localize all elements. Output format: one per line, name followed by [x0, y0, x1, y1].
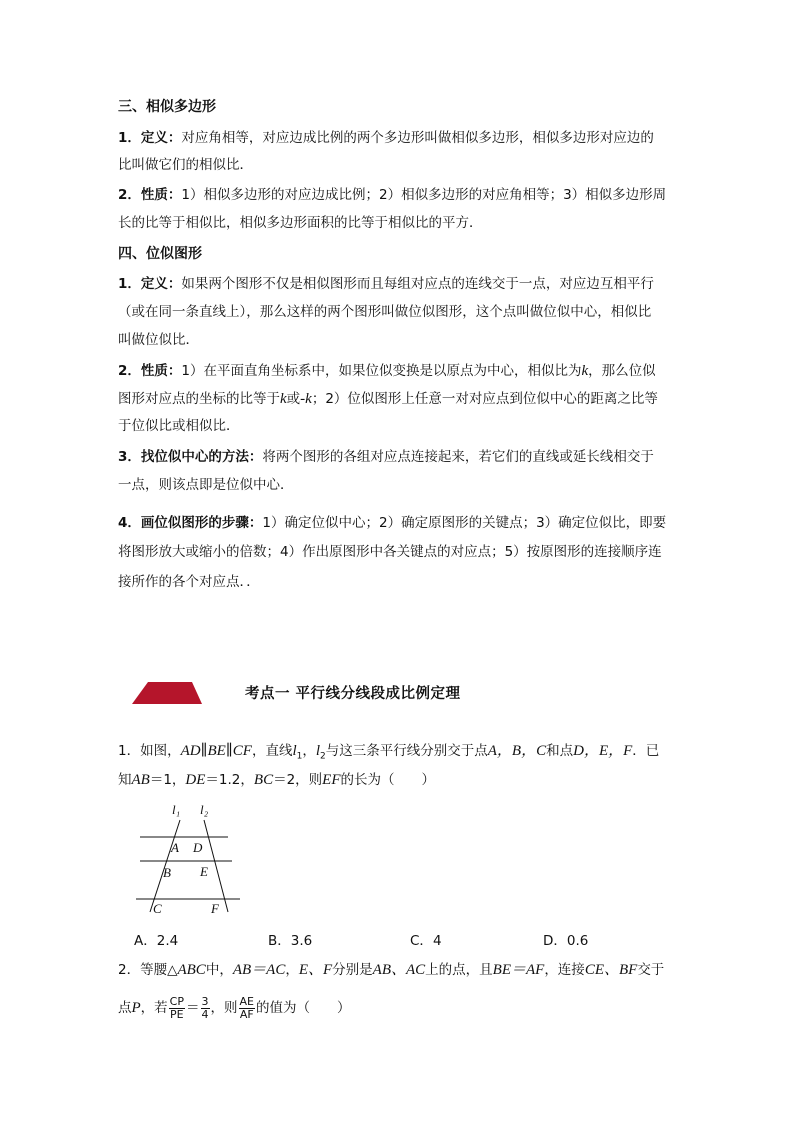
section4-definition-line3: 叫做位似比． — [118, 332, 199, 348]
q1-line1: 1．如图，AD∥BE∥CF，直线$l_1$，$l_2$与这三条平行线分别交于点A，B，C和点D，E，F．已 — [118, 743, 660, 762]
label-l1: l₁ — [172, 802, 181, 817]
q1-option-b: B．3.6 — [268, 933, 313, 949]
section4-draw-steps-line1: 4．画位似图形的步骤：1）确定位似中心；2）确定原图形的关键点；3）确定位似比，即要 — [118, 515, 667, 531]
q2-line2: 点P，若 $\frac{CP}{PE}$ ＝ $\frac{3}{4}$ ，则 $\frac{AE}{AF}$ 的值为（ ） — [118, 994, 351, 1021]
q1-figure — [130, 800, 250, 918]
fraction-cp-pe: $\frac{CP}{PE}$ — [169, 994, 184, 1021]
q1-option-c: C．4 — [410, 933, 442, 949]
fraction-ae-af: $\frac{AE}{AF}$ — [239, 994, 254, 1021]
section4-definition-line2: （或在同一条直线上），那么这样的两个图形叫做位似图形，这个点叫做位似中心，相似比 — [118, 304, 652, 320]
section3-property-line2: 长的比等于相似比，相似多边形面积的比等于相似比的平方． — [118, 215, 483, 231]
point-c: C — [153, 901, 162, 916]
section4-draw-steps-line2: 将图形放大或缩小的倍数；4）作出原图形中各关键点的对应点；5）按原图形的连接顺序连 — [118, 544, 662, 560]
point-b: B — [163, 865, 171, 880]
q1-option-a: A．2.4 — [134, 933, 179, 949]
section3-property-line1: 2．性质：1）相似多边形的对应边成比例；2）相似多边形的对应角相等；3）相似多边形周 — [118, 187, 667, 203]
section3-definition-line2: 比叫做它们的相似比． — [118, 157, 253, 173]
section4-draw-steps-line3: 接所作的各个对应点．． — [118, 574, 260, 590]
topic-banner — [132, 680, 692, 706]
section3-definition-line1: 1．定义：对应角相等，对应边成比例的两个多边形叫做相似多边形，相似多边形对应边的 — [118, 130, 654, 146]
topic-title: 考点一 平行线分线段成比例定理 — [245, 686, 461, 702]
fraction-3-4: $\frac{3}{4}$ — [201, 994, 209, 1021]
point-f: F — [211, 901, 219, 916]
section4-definition-line1: 1．定义：如果两个图形不仅是相似图形而且每组对应点的连线交于一点，对应边互相平行 — [118, 276, 654, 292]
point-d: D — [193, 840, 203, 855]
banner-parallelogram-icon — [132, 680, 207, 706]
q1-line2: 知AB＝1，DE＝1.2，BC＝2，则EF的长为（ ） — [118, 772, 435, 788]
q1-option-d: D．0.6 — [543, 933, 589, 949]
q2-line1: 2．等腰△ABC中，AB＝AC，E、F分别是AB、AC上的点，且BE＝AF，连接CE、BF交于 — [118, 962, 665, 978]
section4-heading: 四、位似图形 — [118, 246, 202, 262]
section4-find-center-line1: 3．找位似中心的方法：将两个图形的各组对应点连接起来，若它们的直线或延长线相交于 — [118, 449, 654, 465]
label-l2: l₂ — [200, 802, 209, 817]
section4-property-line2: 图形对应点的坐标的比等于k或-k；2）位似图形上任意一对对应点到位似中心的距离之比等 — [118, 391, 658, 407]
section3-heading: 三、相似多边形 — [118, 99, 216, 115]
point-e: E — [200, 864, 208, 879]
section4-property-line3: 于位似比或相似比． — [118, 418, 240, 434]
section4-find-center-line2: 一点，则该点即是位似中心． — [118, 477, 294, 493]
section4-property-line1: 2．性质：1）在平面直角坐标系中，如果位似变换是以原点为中心，相似比为k，那么位似 — [118, 363, 656, 379]
point-a: A — [171, 840, 179, 855]
